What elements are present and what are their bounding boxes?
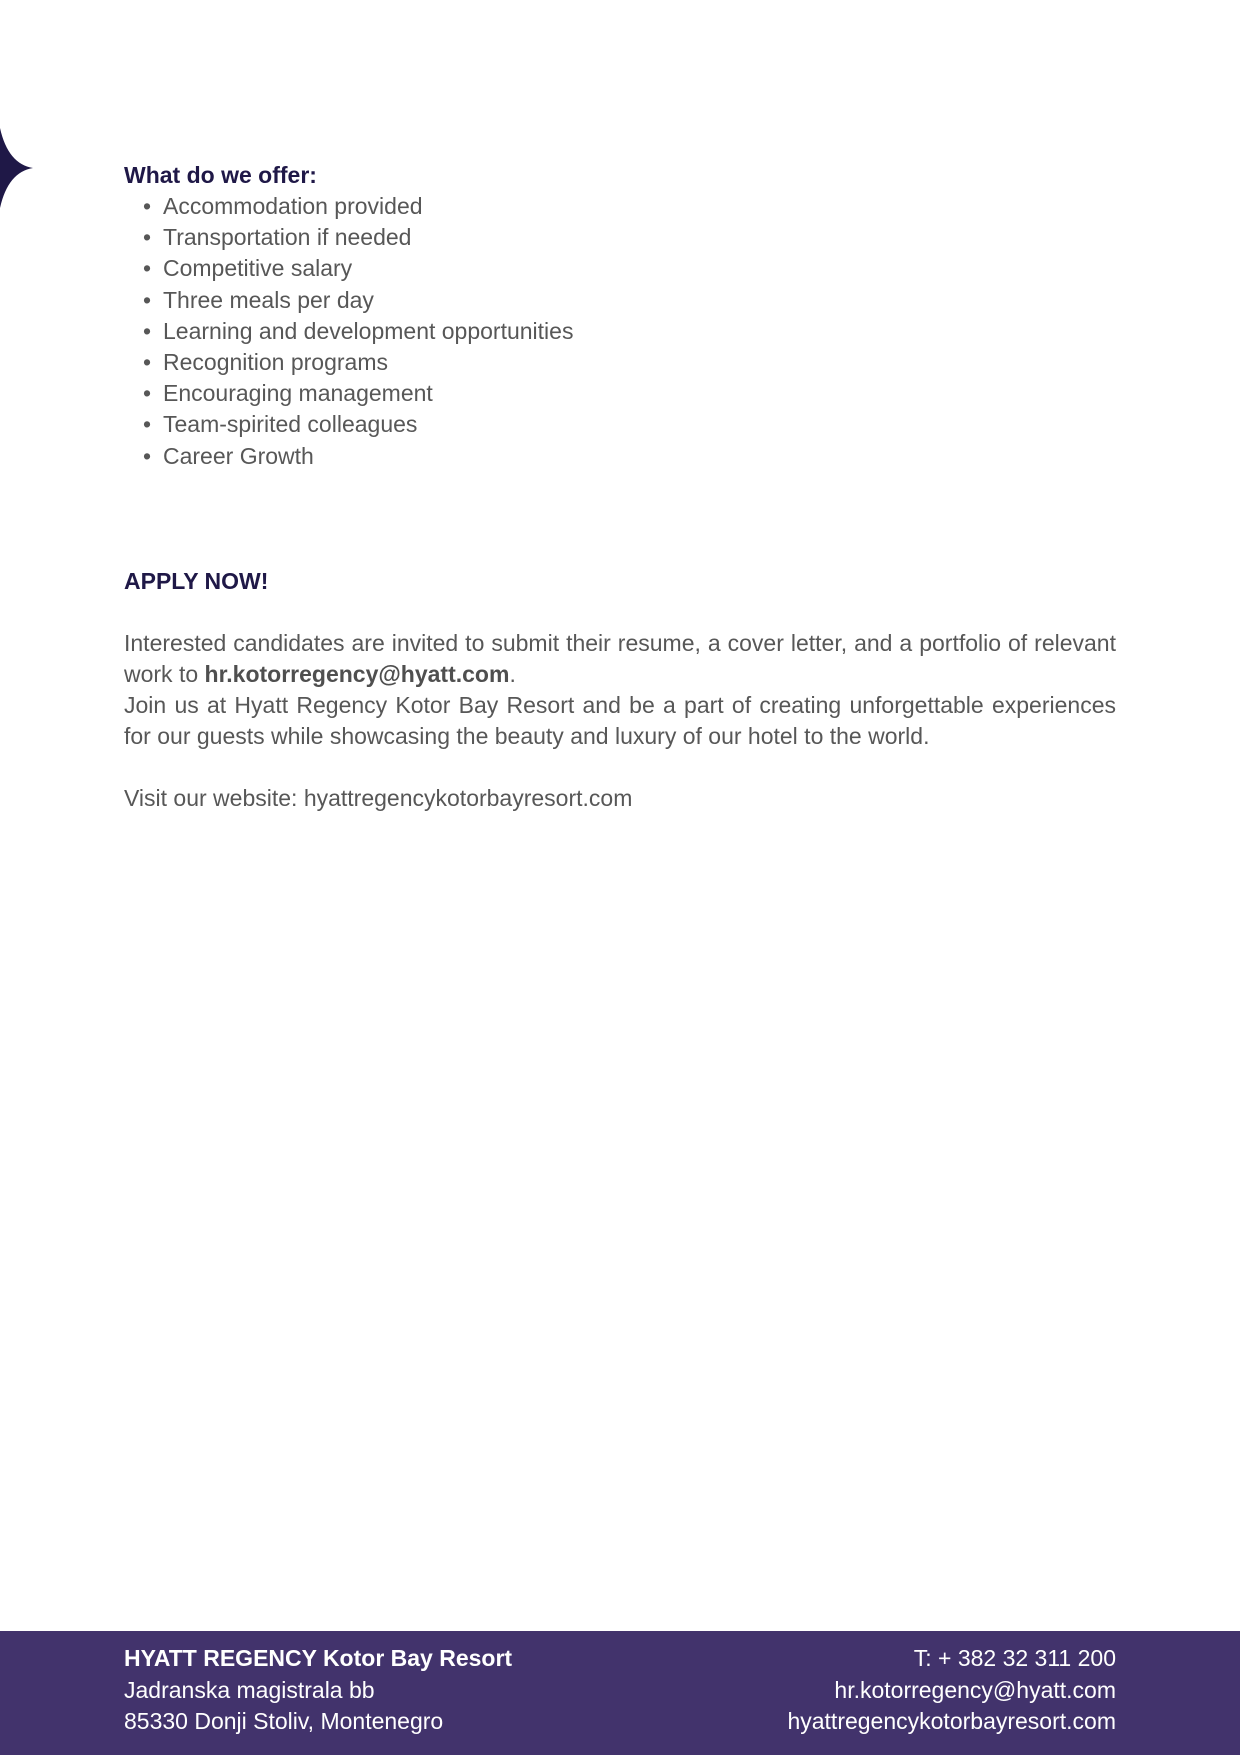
footer-contact-block xyxy=(787,1643,1116,1738)
footer-brand-name: HYATT REGENCY Kotor Bay Resort xyxy=(124,1645,513,1671)
bullet-icon: • xyxy=(143,286,152,313)
list-item xyxy=(124,285,1116,316)
footer-address-block xyxy=(124,1643,512,1738)
bullet-icon: • xyxy=(143,411,152,438)
footer-website-link[interactable]: hyattregencykotorbayresort.com xyxy=(787,1708,1116,1734)
bullet-icon: • xyxy=(143,380,152,407)
bullet-icon: • xyxy=(143,442,152,469)
list-item xyxy=(124,222,1116,253)
offer-label: Recognition programs xyxy=(163,349,389,376)
offer-label: Competitive salary xyxy=(163,255,353,282)
list-item xyxy=(124,409,1116,440)
offers-list xyxy=(124,191,1116,472)
instructions-text: Interested candidates are invited to submit their resume, a cover letter, and a portfolio of relevant work to xyxy=(124,629,1116,687)
list-item xyxy=(124,316,1116,347)
instructions-period: . xyxy=(509,660,516,687)
list-item xyxy=(124,253,1116,284)
offer-label: Team-spirited colleagues xyxy=(163,411,418,438)
bullet-icon: • xyxy=(143,193,152,219)
list-item xyxy=(124,191,1116,222)
footer-email-link[interactable]: hr.kotorregency@hyatt.com xyxy=(834,1676,1116,1703)
offer-label: Accommodation provided xyxy=(163,193,423,219)
application-instructions xyxy=(124,628,1116,690)
invitation-paragraph: Join us at Hyatt Regency Kotor Bay Resort and be a part of creating unforgettable experiences for our guests while showcasing the beauty and luxury of our hotel to the world. xyxy=(124,691,1116,749)
offer-label: Three meals per day xyxy=(163,286,374,313)
footer-phone: T: + 382 32 311 200 xyxy=(913,1645,1116,1671)
footer-address-line-1: Jadranska magistrala bb xyxy=(124,1676,375,1703)
list-item xyxy=(124,347,1116,378)
offer-label: Career Growth xyxy=(163,442,314,469)
list-item xyxy=(124,378,1116,409)
offer-label: Learning and development opportunities xyxy=(163,317,574,344)
corner-star-ornament xyxy=(0,120,40,216)
offer-label: Transportation if needed xyxy=(163,224,412,251)
bullet-icon: • xyxy=(143,224,152,251)
bullet-icon: • xyxy=(143,255,152,282)
footer xyxy=(0,1631,1240,1755)
bullet-icon: • xyxy=(143,317,152,344)
footer-address-line-2: 85330 Donji Stoliv, Montenegro xyxy=(124,1708,444,1734)
application-email-link[interactable]: hr.kotorregency@hyatt.com xyxy=(204,660,510,687)
offer-label: Encouraging management xyxy=(163,380,433,407)
main-content xyxy=(124,160,1116,814)
bullet-icon: • xyxy=(143,349,152,376)
website-line: Visit our website: hyattregencykotorbayresort.com xyxy=(124,784,633,811)
offers-heading: What do we offer: xyxy=(124,162,317,188)
apply-heading: APPLY NOW! xyxy=(124,567,269,594)
list-item xyxy=(124,441,1116,472)
